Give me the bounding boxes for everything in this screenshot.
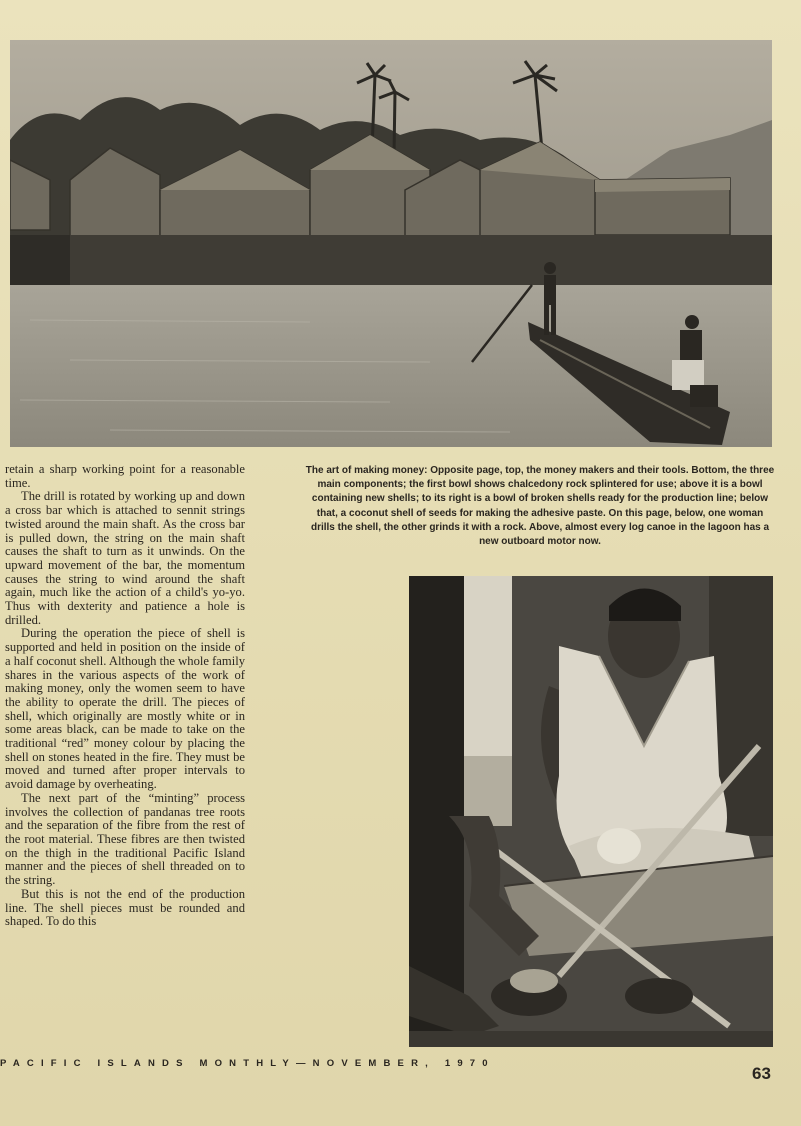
footer-running-title: PACIFIC ISLANDS MONTHLY—NOVEMBER, 1970 [0,1058,495,1069]
village-lagoon-canoe-photo [10,40,772,447]
article-paragraph: retain a sharp working point for a reasonable time. [5,462,245,490]
article-paragraph: During the operation the piece of shell is supported and held in position on the inside of a half coconut shell. Although the whole family shares in the various aspects of the work of making money, only the women seem to have the ability to operate the drill. The pieces of shell, which originally are mostly white or in some areas black, can be made to take on the traditional “red” money colour by placing the shell on stones heated in the fire. They must be moved and turned after proper intervals to avoid damage by overheating. [5,626,245,792]
article-paragraph: The drill is rotated by working up and down a cross bar which is attached to sennit strings twisted around the main shaft. As the cross bar is pulled down, the string on the main shaft causes the shaft to turn as it unwinds. On the upward movement of the bar, the momentum causes the string to wind around the shaft again, much like the action of a child's yo-yo. Thus with dexterity and patience a hole is drilled. [5,489,245,627]
woman-drilling-shell-photo [409,576,773,1047]
article-paragraph: But this is not the end of the production line. The shell pieces must be rounded and shaped. To do this [5,886,245,929]
article-body [5,463,245,929]
page-number: 63 [752,1064,771,1083]
article-paragraph: The next part of the “minting” process involves the collection of pandanas tree roots and the separation of the fibre from the rest of the root material. These fibres are then twisted on the thigh in the traditional Pacific Island manner and the pieces of shell threaded on to the string. [5,790,245,888]
photo-caption: The art of making money: Opposite page, top, the money makers and their tools. Bottom, the three main components; the first bowl shows chalcedony rock splintered for use; above it is a bowl containing new shells; to its right is a bowl of broken shells ready for the production line; below that, a coconut shell of seeds for making the adhesive paste. On this page, below, one woman drills the shell, the other grinds it with a rock. Above, almost every log canoe in the lagoon has a new outboard motor now. [305,465,775,548]
